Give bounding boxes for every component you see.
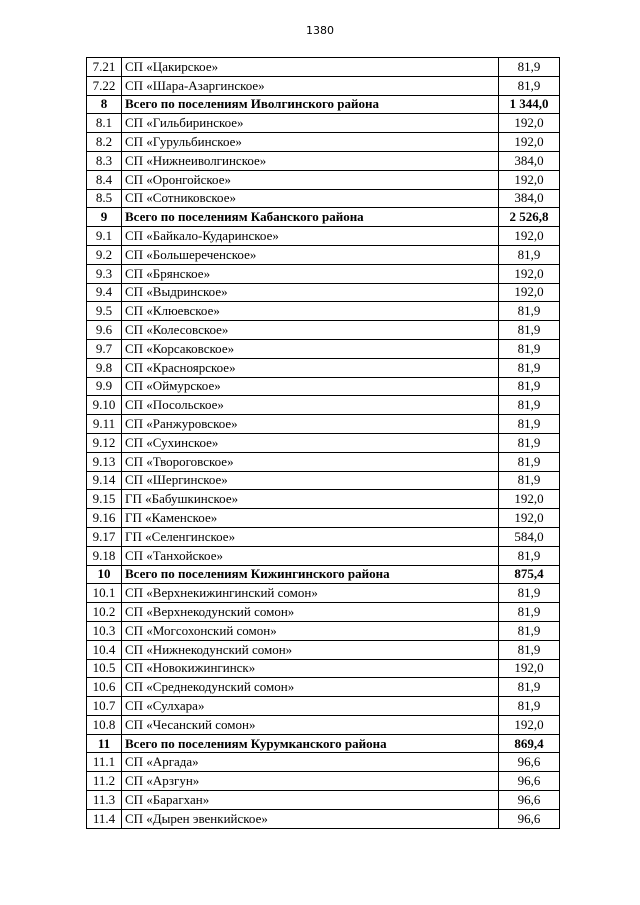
table-row	[87, 321, 560, 340]
row-value-cell: 81,9	[499, 377, 560, 396]
row-name-cell: СП «Сулхара»	[122, 697, 499, 716]
row-value-cell: 81,9	[499, 302, 560, 321]
row-name-cell: СП «Шергинское»	[122, 471, 499, 490]
row-value-cell: 81,9	[499, 358, 560, 377]
row-name-cell: СП «Шара-Азаргинское»	[122, 76, 499, 95]
row-value-cell: 192,0	[499, 283, 560, 302]
row-number-cell: 9.7	[87, 339, 122, 358]
row-value-cell: 96,6	[499, 791, 560, 810]
row-value-cell: 192,0	[499, 114, 560, 133]
row-number-cell: 9.2	[87, 245, 122, 264]
row-name-cell: СП «Танхойское»	[122, 546, 499, 565]
row-number-cell: 10	[87, 565, 122, 584]
table-row	[87, 678, 560, 697]
table-row	[87, 452, 560, 471]
row-number-cell: 11.2	[87, 772, 122, 791]
row-number-cell: 9.10	[87, 396, 122, 415]
row-name-cell: СП «Нижнекодунский сомон»	[122, 640, 499, 659]
row-number-cell: 9.1	[87, 227, 122, 246]
row-value-cell: 384,0	[499, 189, 560, 208]
row-name-cell: Всего по поселениям Курумканского района	[122, 734, 499, 753]
row-number-cell: 7.21	[87, 58, 122, 77]
row-number-cell: 11.4	[87, 809, 122, 828]
row-value-cell: 81,9	[499, 339, 560, 358]
row-number-cell: 9.6	[87, 321, 122, 340]
table-row	[87, 659, 560, 678]
row-number-cell: 9.4	[87, 283, 122, 302]
row-number-cell: 9	[87, 208, 122, 227]
page-number: 1380	[306, 24, 334, 37]
table-row	[87, 490, 560, 509]
row-number-cell: 11	[87, 734, 122, 753]
row-value-cell: 584,0	[499, 527, 560, 546]
row-name-cell: СП «Ранжуровское»	[122, 415, 499, 434]
row-name-cell: Всего по поселениям Кижингинского района	[122, 565, 499, 584]
row-name-cell: Всего по поселениям Иволгинского района	[122, 95, 499, 114]
row-name-cell: СП «Клюевское»	[122, 302, 499, 321]
row-value-cell: 81,9	[499, 678, 560, 697]
row-number-cell: 8.3	[87, 151, 122, 170]
table-row	[87, 377, 560, 396]
row-number-cell: 8.2	[87, 133, 122, 152]
row-value-cell: 384,0	[499, 151, 560, 170]
row-value-cell: 81,9	[499, 58, 560, 77]
row-name-cell: СП «Оймурское»	[122, 377, 499, 396]
row-value-cell: 1 344,0	[499, 95, 560, 114]
row-number-cell: 8.4	[87, 170, 122, 189]
table-row	[87, 245, 560, 264]
table-row	[87, 433, 560, 452]
row-number-cell: 10.2	[87, 603, 122, 622]
row-name-cell: СП «Большереченское»	[122, 245, 499, 264]
row-number-cell: 11.1	[87, 753, 122, 772]
table-row	[87, 715, 560, 734]
table-row	[87, 603, 560, 622]
row-value-cell: 81,9	[499, 471, 560, 490]
row-value-cell: 192,0	[499, 133, 560, 152]
row-number-cell: 8.1	[87, 114, 122, 133]
row-value-cell: 869,4	[499, 734, 560, 753]
row-number-cell: 9.15	[87, 490, 122, 509]
row-name-cell: СП «Арзгун»	[122, 772, 499, 791]
row-name-cell: СП «Колесовское»	[122, 321, 499, 340]
row-number-cell: 10.1	[87, 584, 122, 603]
row-number-cell: 8	[87, 95, 122, 114]
table-row	[87, 621, 560, 640]
row-name-cell: ГП «Каменское»	[122, 509, 499, 528]
row-value-cell: 81,9	[499, 546, 560, 565]
table-row	[87, 151, 560, 170]
table-row	[87, 471, 560, 490]
row-name-cell: СП «Верхнекодунский сомон»	[122, 603, 499, 622]
table-total-row	[87, 95, 560, 114]
row-number-cell: 9.9	[87, 377, 122, 396]
row-number-cell: 10.6	[87, 678, 122, 697]
table-row	[87, 133, 560, 152]
row-number-cell: 9.16	[87, 509, 122, 528]
table-row	[87, 509, 560, 528]
table-row	[87, 76, 560, 95]
row-name-cell: СП «Верхнекижингинский сомон»	[122, 584, 499, 603]
row-name-cell: СП «Новокижингинск»	[122, 659, 499, 678]
row-value-cell: 192,0	[499, 509, 560, 528]
row-name-cell: СП «Твороговское»	[122, 452, 499, 471]
row-value-cell: 96,6	[499, 772, 560, 791]
table-total-row	[87, 208, 560, 227]
row-value-cell: 81,9	[499, 697, 560, 716]
row-value-cell: 81,9	[499, 76, 560, 95]
row-value-cell: 81,9	[499, 321, 560, 340]
table-row	[87, 264, 560, 283]
row-value-cell: 81,9	[499, 640, 560, 659]
table-row	[87, 114, 560, 133]
row-name-cell: СП «Аргада»	[122, 753, 499, 772]
row-value-cell: 192,0	[499, 170, 560, 189]
row-name-cell: Всего по поселениям Кабанского района	[122, 208, 499, 227]
row-number-cell: 8.5	[87, 189, 122, 208]
row-value-cell: 81,9	[499, 396, 560, 415]
row-number-cell: 9.17	[87, 527, 122, 546]
row-name-cell: СП «Выдринское»	[122, 283, 499, 302]
table-row	[87, 546, 560, 565]
row-name-cell: СП «Оронгойское»	[122, 170, 499, 189]
row-name-cell: СП «Брянское»	[122, 264, 499, 283]
row-number-cell: 9.13	[87, 452, 122, 471]
table-row	[87, 58, 560, 77]
table-row	[87, 697, 560, 716]
row-name-cell: СП «Посольское»	[122, 396, 499, 415]
table-row	[87, 396, 560, 415]
row-number-cell: 9.3	[87, 264, 122, 283]
row-value-cell: 192,0	[499, 227, 560, 246]
table-total-row	[87, 734, 560, 753]
row-number-cell: 10.8	[87, 715, 122, 734]
row-value-cell: 192,0	[499, 659, 560, 678]
table-row	[87, 302, 560, 321]
table-row	[87, 584, 560, 603]
table-row	[87, 189, 560, 208]
table-row	[87, 772, 560, 791]
row-value-cell: 81,9	[499, 245, 560, 264]
row-name-cell: СП «Байкало-Кударинское»	[122, 227, 499, 246]
row-name-cell: ГП «Бабушкинское»	[122, 490, 499, 509]
row-name-cell: СП «Сухинское»	[122, 433, 499, 452]
table-row	[87, 527, 560, 546]
row-number-cell: 9.8	[87, 358, 122, 377]
row-number-cell: 10.3	[87, 621, 122, 640]
row-name-cell: СП «Чесанский сомон»	[122, 715, 499, 734]
row-number-cell: 9.11	[87, 415, 122, 434]
row-value-cell: 96,6	[499, 753, 560, 772]
row-name-cell: СП «Нижнеиволгинское»	[122, 151, 499, 170]
table-row	[87, 809, 560, 828]
row-name-cell: СП «Могсохонский сомон»	[122, 621, 499, 640]
table-body	[87, 58, 560, 829]
table-row	[87, 339, 560, 358]
table-row	[87, 283, 560, 302]
row-value-cell: 192,0	[499, 490, 560, 509]
row-value-cell: 81,9	[499, 433, 560, 452]
row-value-cell: 2 526,8	[499, 208, 560, 227]
row-name-cell: СП «Красноярское»	[122, 358, 499, 377]
table-row	[87, 640, 560, 659]
row-value-cell: 81,9	[499, 584, 560, 603]
table-row	[87, 415, 560, 434]
row-number-cell: 10.4	[87, 640, 122, 659]
row-name-cell: СП «Дырен эвенкийское»	[122, 809, 499, 828]
row-name-cell: СП «Сотниковское»	[122, 189, 499, 208]
row-value-cell: 192,0	[499, 264, 560, 283]
budget-table	[86, 57, 560, 829]
row-number-cell: 11.3	[87, 791, 122, 810]
row-number-cell: 9.14	[87, 471, 122, 490]
row-value-cell: 875,4	[499, 565, 560, 584]
row-number-cell: 9.12	[87, 433, 122, 452]
table-total-row	[87, 565, 560, 584]
table-row	[87, 227, 560, 246]
row-number-cell: 10.7	[87, 697, 122, 716]
table-row	[87, 791, 560, 810]
row-value-cell: 81,9	[499, 415, 560, 434]
row-name-cell: СП «Барагхан»	[122, 791, 499, 810]
row-name-cell: СП «Среднекодунский сомон»	[122, 678, 499, 697]
table-row	[87, 358, 560, 377]
row-name-cell: СП «Гильбиринское»	[122, 114, 499, 133]
row-number-cell: 9.18	[87, 546, 122, 565]
row-value-cell: 192,0	[499, 715, 560, 734]
table-row	[87, 753, 560, 772]
row-number-cell: 9.5	[87, 302, 122, 321]
row-name-cell: ГП «Селенгинское»	[122, 527, 499, 546]
row-value-cell: 81,9	[499, 621, 560, 640]
row-value-cell: 81,9	[499, 452, 560, 471]
row-name-cell: СП «Гурульбинское»	[122, 133, 499, 152]
table-row	[87, 170, 560, 189]
row-value-cell: 81,9	[499, 603, 560, 622]
row-number-cell: 7.22	[87, 76, 122, 95]
row-value-cell: 96,6	[499, 809, 560, 828]
row-name-cell: СП «Корсаковское»	[122, 339, 499, 358]
row-name-cell: СП «Цакирское»	[122, 58, 499, 77]
row-number-cell: 10.5	[87, 659, 122, 678]
